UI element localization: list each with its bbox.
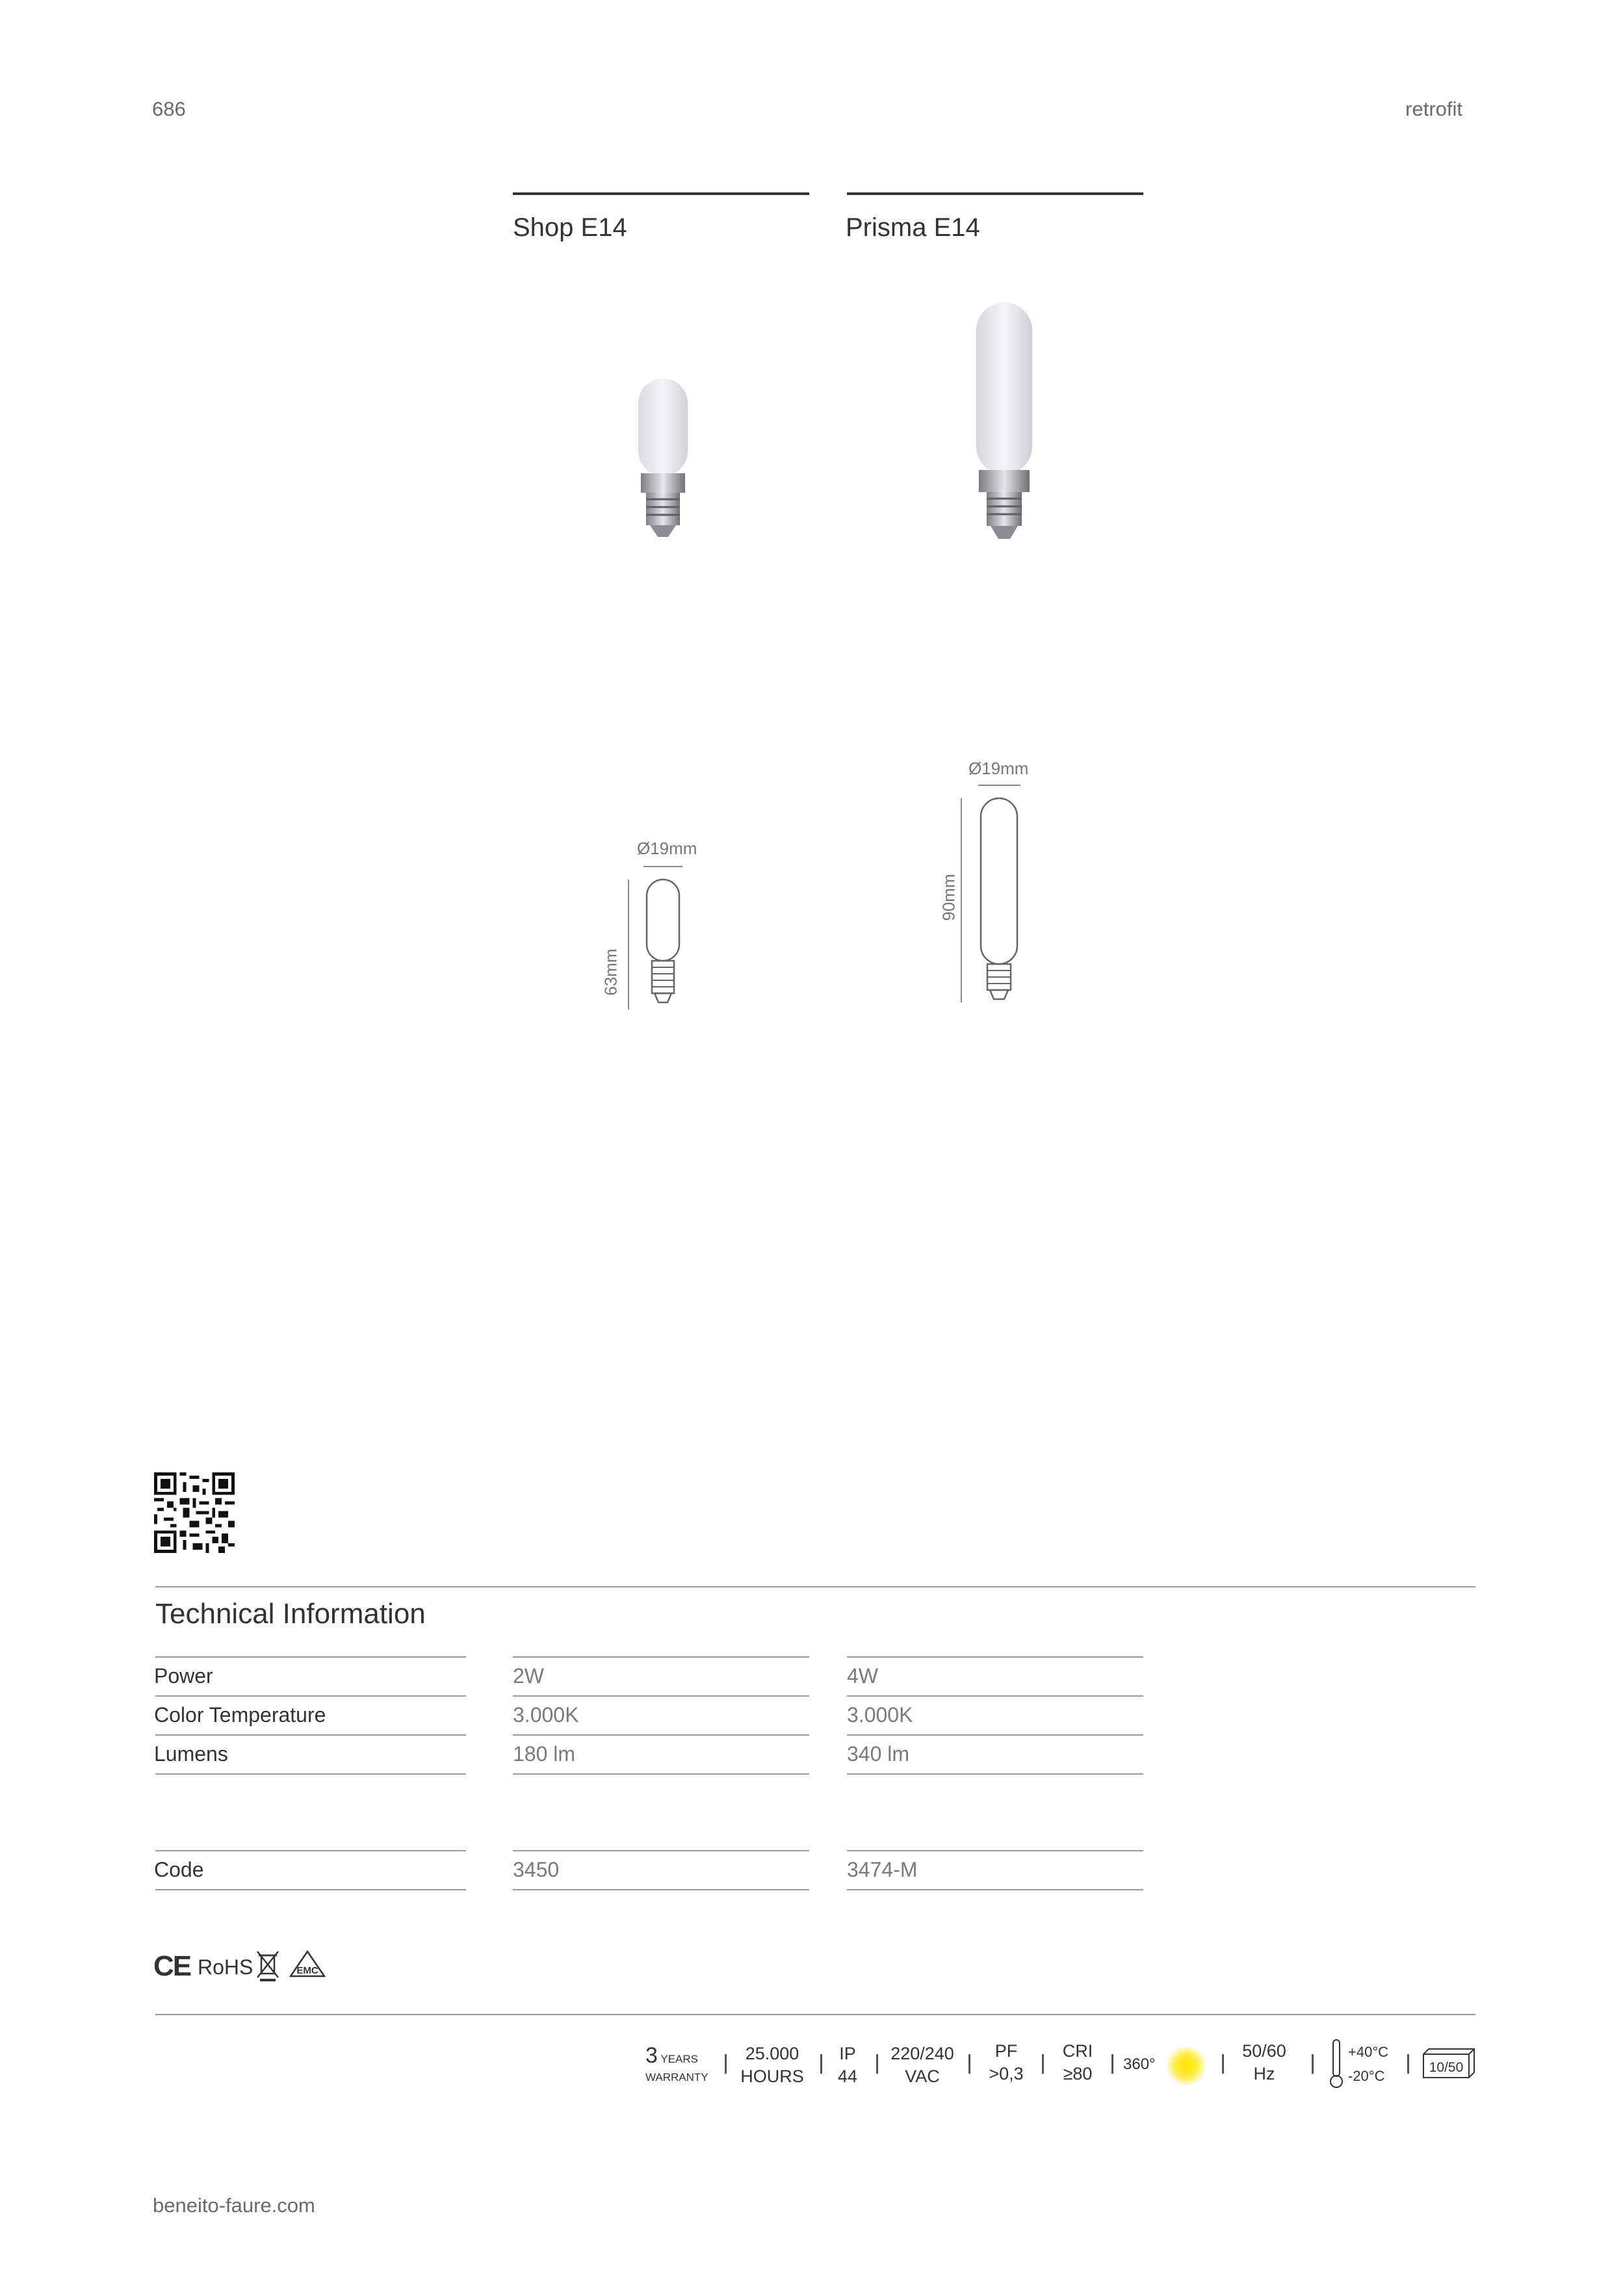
shop-e14-bulb-photo	[624, 371, 702, 546]
thermometer-icon	[1328, 2039, 1345, 2091]
website-link[interactable]: beneito-faure.com	[153, 2194, 315, 2217]
cri-label: CRI	[1062, 2041, 1093, 2061]
code-rule	[847, 1850, 1143, 1851]
cell-code-shop: 3450	[513, 1858, 560, 1881]
tech-title: Technical Information	[155, 1598, 426, 1630]
code-rule	[847, 1889, 1143, 1890]
product-title-shop: Shop E14	[513, 213, 627, 242]
prisma-height-label: 90mm	[939, 874, 959, 921]
row-rule	[155, 1695, 466, 1697]
ce-mark-icon: CE	[153, 1950, 191, 1982]
row-label-color-temperature: Color Temperature	[154, 1703, 326, 1727]
row-label-code: Code	[154, 1858, 204, 1881]
emc-mark-icon	[289, 1950, 326, 1980]
row-rule	[847, 1695, 1143, 1697]
spec-separator	[876, 2054, 878, 2074]
freq-value: 50/60	[1242, 2041, 1286, 2061]
spec-separator	[820, 2054, 822, 2074]
pf-block	[980, 2040, 1032, 2085]
ip-block	[831, 2042, 864, 2088]
spec-separator	[1222, 2054, 1224, 2074]
cell-lumens-shop: 180 lm	[513, 1742, 576, 1766]
hours-value: 25.000	[745, 2044, 799, 2063]
voltage-label: VAC	[905, 2067, 940, 2087]
row-rule	[513, 1656, 809, 1658]
row-label-lumens: Lumens	[154, 1742, 228, 1766]
rohs-mark: RoHS	[198, 1955, 253, 1979]
row-rule	[155, 1773, 466, 1775]
beam-angle-label: 360°	[1123, 2055, 1156, 2073]
shop-height-label: 63mm	[601, 948, 621, 996]
freq-label: Hz	[1253, 2064, 1275, 2084]
hours-block	[740, 2042, 805, 2088]
product-rule-shop	[513, 192, 809, 195]
row-rule	[847, 1656, 1143, 1658]
voltage-block	[887, 2042, 958, 2088]
cell-power-prisma: 4W	[847, 1664, 878, 1688]
page-number: 686	[152, 98, 186, 120]
cell-color-temp-shop: 3.000K	[513, 1703, 579, 1727]
spec-separator	[968, 2054, 970, 2074]
tech-top-rule	[155, 1586, 1475, 1587]
box-quantity-icon	[1421, 2046, 1477, 2080]
code-rule	[513, 1850, 809, 1851]
spec-separator	[1407, 2054, 1409, 2074]
spec-separator	[1042, 2054, 1044, 2074]
product-title-prisma: Prisma E14	[846, 213, 980, 242]
spec-top-rule	[155, 2014, 1475, 2015]
prisma-e14-bulb-photo	[962, 296, 1046, 556]
temp-min: -20°C	[1348, 2068, 1385, 2085]
pf-value: >0,3	[989, 2064, 1024, 2084]
hours-label: HOURS	[740, 2067, 804, 2087]
row-rule	[155, 1656, 466, 1658]
shop-dimension-drawing	[621, 861, 699, 1011]
code-rule	[513, 1889, 809, 1890]
section-name: retrofit	[1405, 98, 1462, 120]
cri-block	[1052, 2040, 1104, 2085]
row-rule	[513, 1773, 809, 1775]
row-rule	[847, 1734, 1143, 1736]
row-rule	[155, 1734, 466, 1736]
spec-separator	[725, 2054, 727, 2074]
shop-diameter-label: Ø19mm	[637, 839, 697, 858]
warranty-years: YEARS	[660, 2053, 699, 2065]
row-rule	[847, 1773, 1143, 1775]
product-rule-prisma	[847, 192, 1143, 195]
cell-code-prisma: 3474-M	[847, 1858, 918, 1881]
cell-color-temp-prisma: 3.000K	[847, 1703, 913, 1727]
box-quantity-text: 10/50	[1429, 2060, 1464, 2075]
voltage-value: 220/240	[890, 2044, 954, 2063]
ip-label: IP	[839, 2044, 856, 2063]
warranty-number: 3	[645, 2043, 658, 2068]
emc-text: EMC	[296, 1965, 318, 1976]
row-rule	[513, 1734, 809, 1736]
row-label-power: Power	[154, 1664, 213, 1688]
cell-lumens-prisma: 340 lm	[847, 1742, 910, 1766]
warranty-block	[645, 2043, 708, 2084]
weee-bin-icon	[255, 1949, 281, 1983]
frequency-block	[1235, 2040, 1293, 2085]
warranty-label: WARRANTY	[645, 2071, 708, 2083]
spec-separator	[1111, 2054, 1113, 2074]
spec-separator	[1312, 2054, 1314, 2074]
prisma-diameter-label: Ø19mm	[968, 759, 1029, 778]
ip-value: 44	[837, 2067, 858, 2087]
cell-power-shop: 2W	[513, 1664, 544, 1688]
row-rule	[513, 1695, 809, 1697]
code-rule	[155, 1850, 466, 1851]
light-glow-icon	[1167, 2046, 1206, 2085]
temp-max: +40°C	[1348, 2044, 1389, 2060]
prisma-dimension-drawing	[952, 780, 1037, 1004]
pf-label: PF	[994, 2041, 1018, 2061]
qr-code-icon[interactable]	[154, 1472, 235, 1553]
temperature-block	[1348, 2040, 1388, 2089]
code-rule	[155, 1889, 466, 1890]
cri-value: ≥80	[1063, 2064, 1093, 2084]
